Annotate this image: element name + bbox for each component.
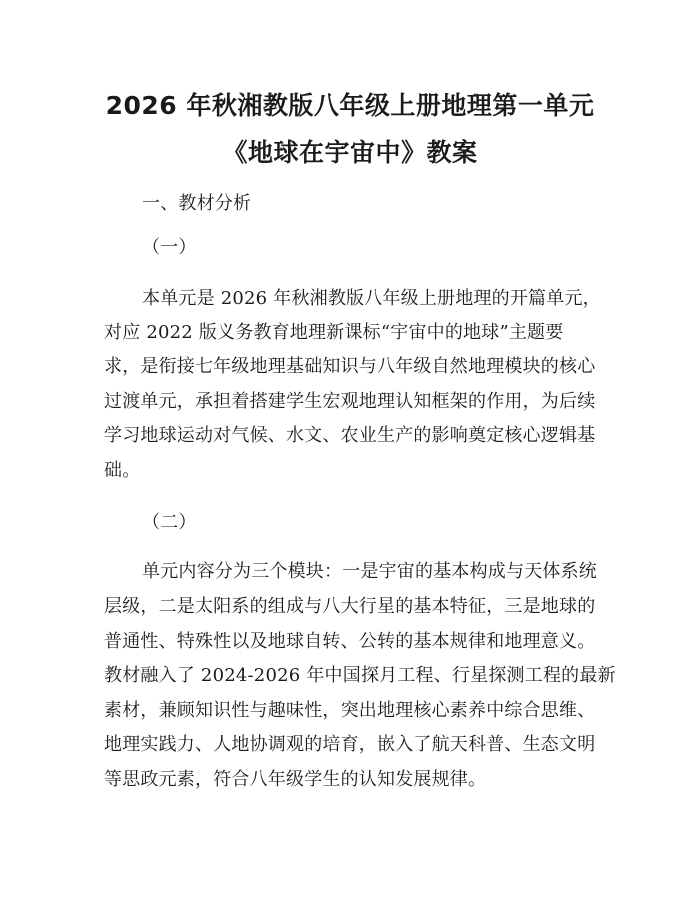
paragraph-1-line: 对应 2022 版义务教育地理新课标“宇宙中的地球”主题要 [104,322,564,343]
paragraph-1-line: 学习地球运动对气候、水文、农业生产的影响奠定核心逻辑基 [104,425,596,446]
document-title-line-2: 《地球在宇宙中》教案 [222,138,478,167]
subsection-heading-1: （一） [142,237,197,258]
paragraph-2-line: 层级，二是太阳系的组成与八大行星的基本特征，三是地球的 [104,596,596,617]
paragraph-2-line: 地理实践力、人地协调观的培育，嵌入了航天科普、生态文明 [104,734,596,755]
paragraph-1-line: 求，是衔接七年级地理基础知识与八年级自然地理模块的核心 [104,356,596,377]
paragraph-1-line: 础。 [104,460,141,481]
paragraph-2-line: 教材融入了 2024-2026 年中国探月工程、行星探测工程的最新 [104,665,616,686]
subsection-heading-2: （二） [142,512,197,533]
paragraph-2-line: 单元内容分为三个模块：一是宇宙的基本构成与天体系统 [142,561,597,582]
paragraph-2-line: 素材，兼顾知识性与趣味性，突出地理核心素养中综合思维、 [104,700,596,721]
section-heading: 一、教材分析 [142,193,252,214]
paragraph-2-line: 等思政元素，符合八年级学生的认知发展规律。 [104,769,487,790]
document-title-line-1: 2026 年秋湘教版八年级上册地理第一单元 [105,91,595,120]
paragraph-1-line: 过渡单元，承担着搭建学生宏观地理认知框架的作用，为后续 [104,391,596,412]
paragraph-2-line: 普通性、特殊性以及地球自转、公转的基本规律和地理意义。 [104,631,596,652]
paragraph-1-line: 本单元是 2026 年秋湘教版八年级上册地理的开篇单元， [142,288,601,309]
